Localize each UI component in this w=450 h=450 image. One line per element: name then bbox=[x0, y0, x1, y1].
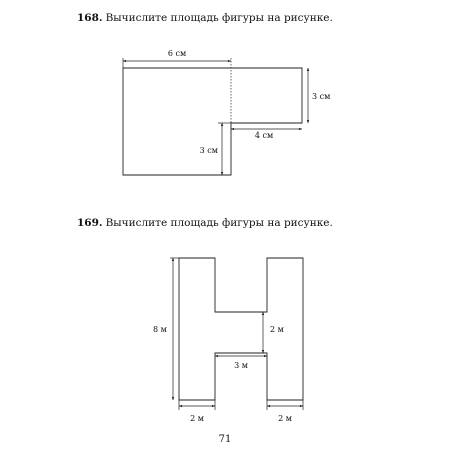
figure-169-label-height: 8 м bbox=[153, 325, 167, 334]
figure-169-label-crossbar: 3 м bbox=[234, 361, 248, 370]
figure-169-outline bbox=[179, 258, 303, 400]
page-number: 71 bbox=[218, 434, 232, 445]
figure-169-label-gap: 2 м bbox=[270, 325, 284, 334]
problem-169-text: Вычислите площадь фигуры на рисунке. bbox=[105, 217, 333, 229]
figure-169 bbox=[153, 258, 303, 423]
figure-168-outline bbox=[123, 68, 302, 175]
figure-168-label-middle: 4 см bbox=[254, 131, 274, 140]
figure-168 bbox=[123, 49, 330, 175]
problem-168-text: Вычислите площадь фигуры на рисунке. bbox=[105, 12, 333, 24]
problem-169-number: 169. bbox=[77, 217, 103, 229]
figure-168-label-top: 6 см bbox=[167, 49, 187, 58]
figure-168-label-right: 3 см bbox=[312, 92, 331, 101]
figure-169-label-left-leg: 2 м bbox=[190, 414, 204, 423]
problem-168-number: 168. bbox=[77, 12, 103, 24]
figure-169-label-right-leg: 2 м bbox=[278, 414, 292, 423]
figure-168-label-left: 3 см bbox=[199, 146, 218, 155]
